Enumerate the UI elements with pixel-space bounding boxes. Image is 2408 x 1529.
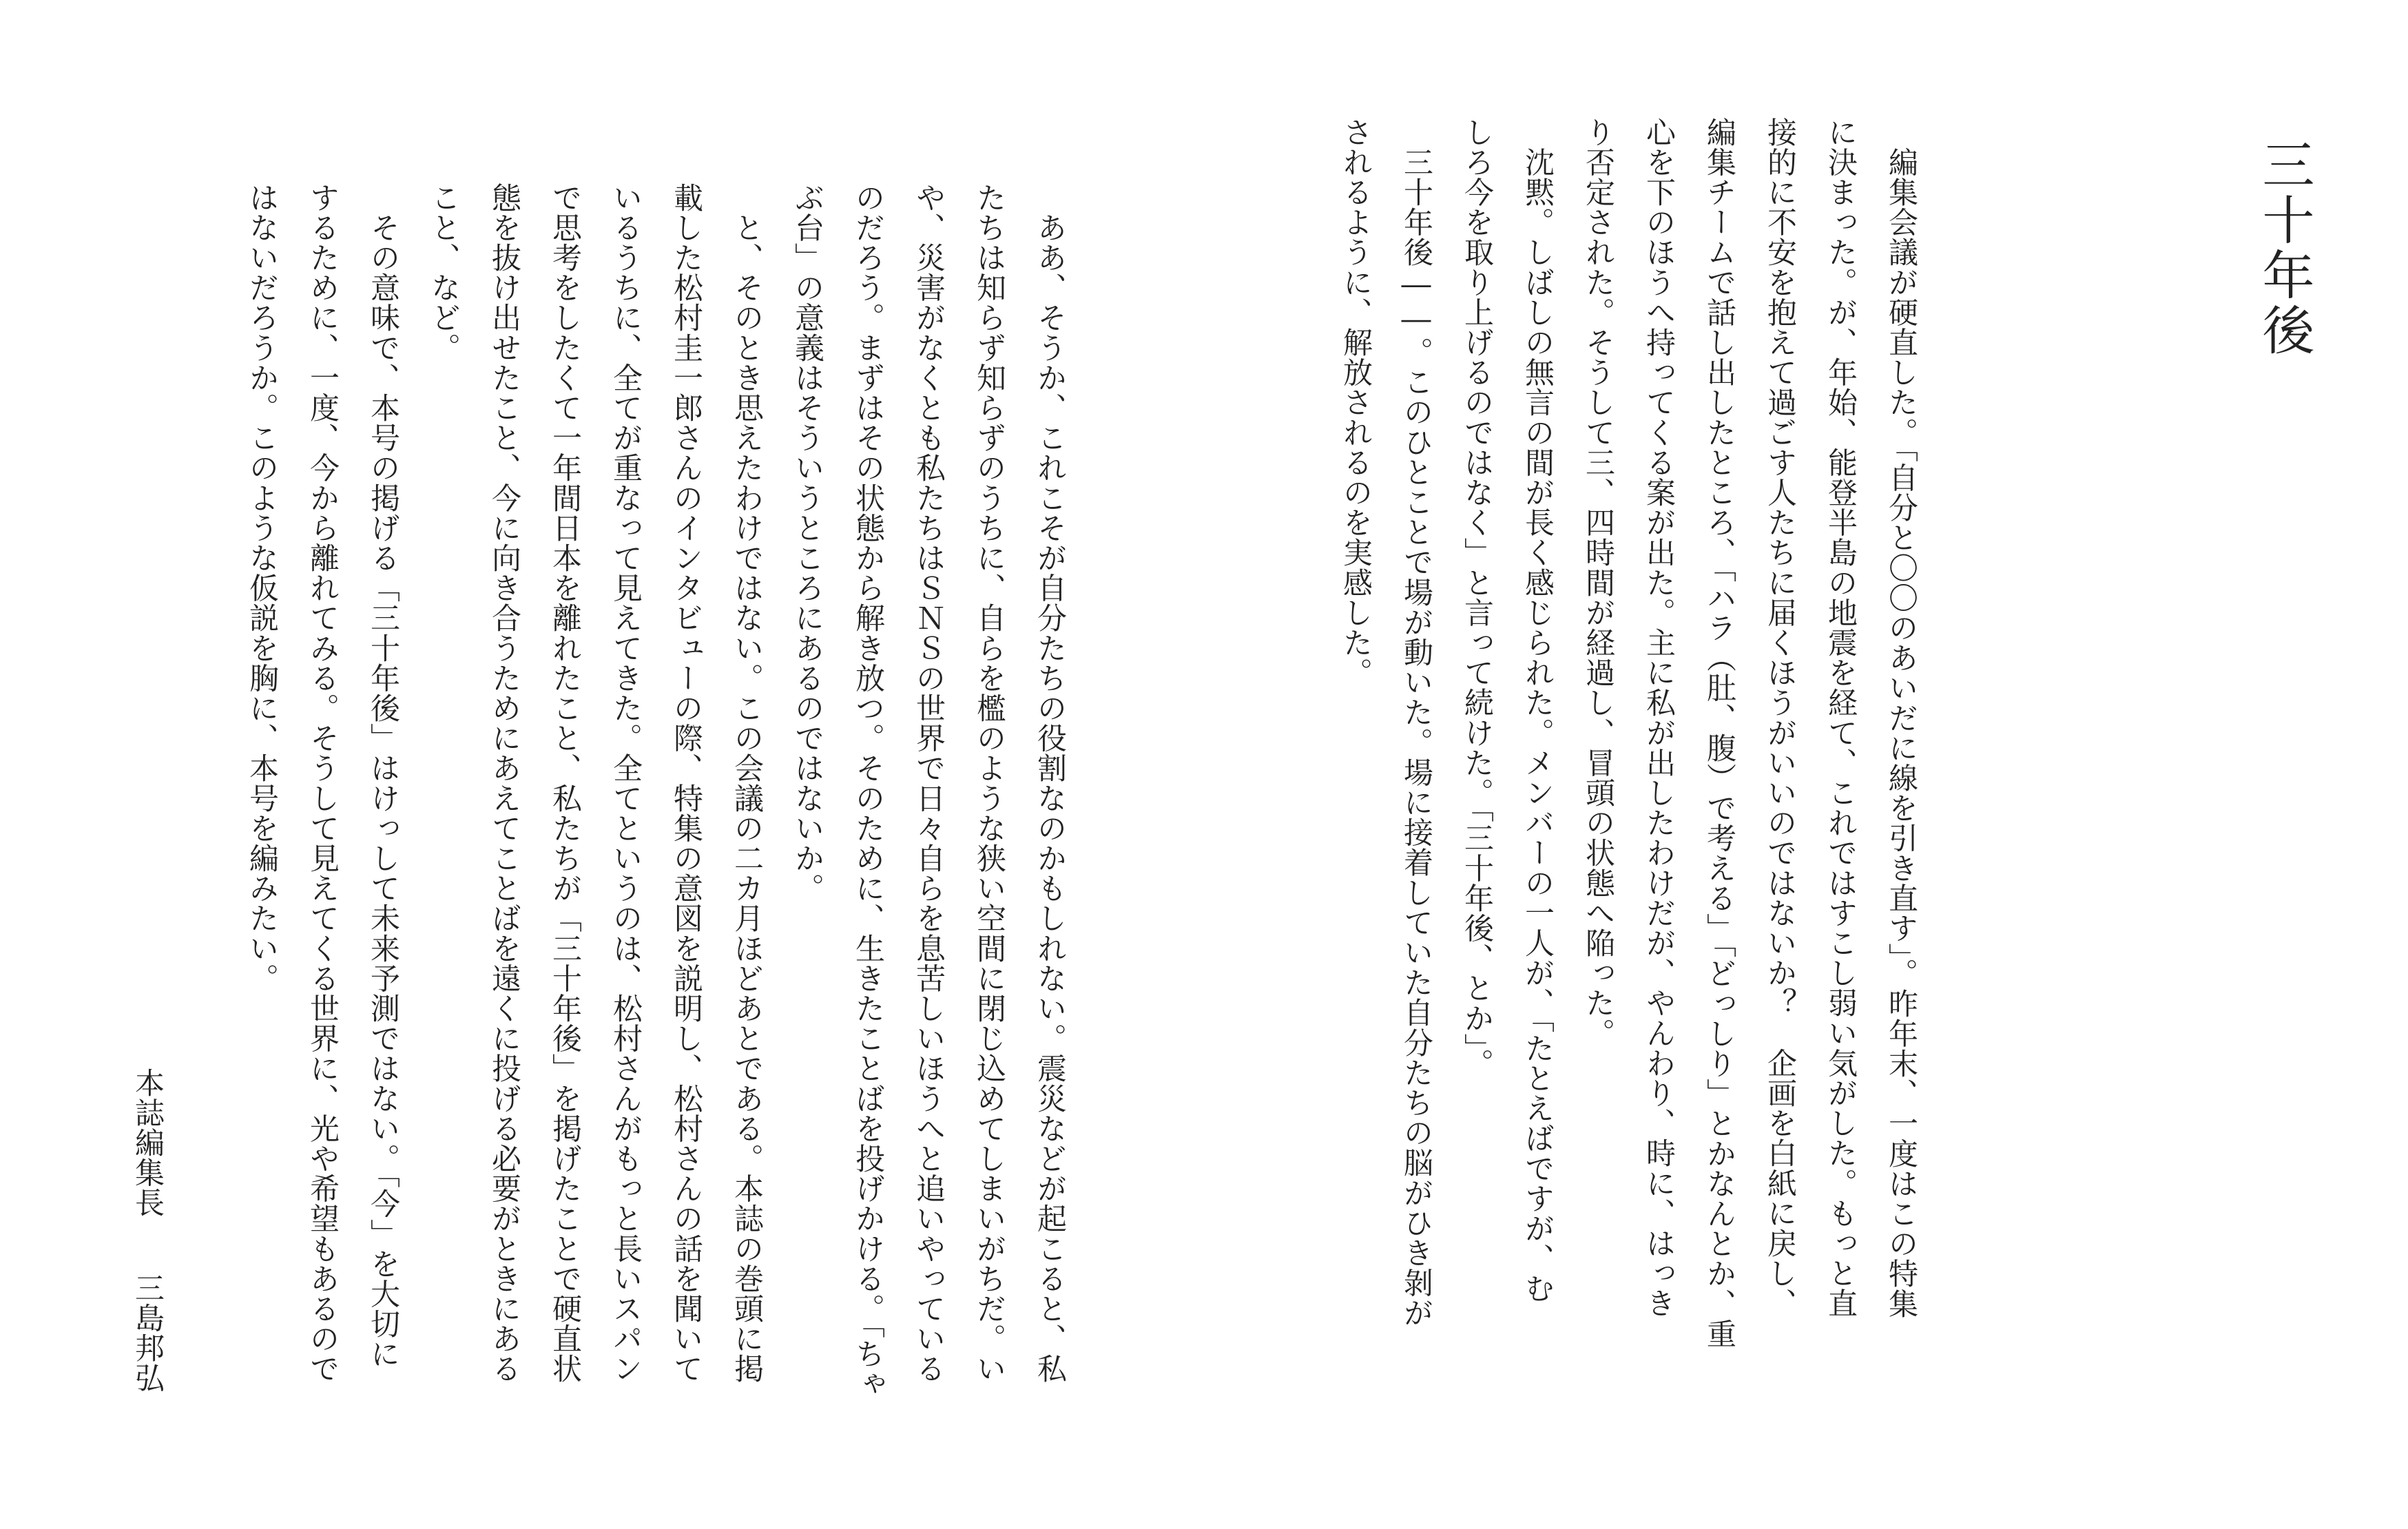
text-line: 接的に不安を抱えて過ごす人たちに届くほうがいいのではないか？ 企画を白紙に戻し、	[1763, 117, 1797, 1318]
text-line: こと、など。	[426, 183, 461, 363]
text-line: 態を抜け出せたこと、今に向き合うためにあえてことばを遠くに投げる必要がときにある	[487, 183, 521, 1384]
text-line: 編集会議が硬直した。「自分と〇〇のあいだに線を引き直す」。昨年末、一度はこの特集	[1884, 117, 1918, 1319]
text-line: 心を下のほうへ持ってくる案が出た。主に私が出したわけだが、やんわり、時に、はっき	[1641, 117, 1676, 1318]
text-line: 載した松村圭一郎さんのインタビューの際、特集の意図を説明し、松村さんの話を聞いて	[669, 183, 703, 1384]
article-section-1	[1325, 117, 1931, 1349]
signature-name: 三島邦弘	[130, 1273, 165, 1393]
text-line: ああ、そうか、これこそが自分たちの役割なのかもしれない。震災などが起こると、私	[1032, 183, 1067, 1384]
text-line: いるうちに、全てが重なって見えてきた。全てというのは、松村さんがもっと長いスパン	[608, 183, 643, 1384]
text-line: や、災害がなくとも私たちはＳＮＳの世界で日々自らを息苦しいほうへと追いやっている	[911, 183, 946, 1384]
text-line: 編集チームで話し出したところ、「ハラ（肚、腹）で考える」「どっしり」とかなんとか、重	[1702, 117, 1736, 1349]
text-line: その意味で、本号の掲げる「三十年後」はけっして未来予測ではない。「今」を大切に	[366, 183, 400, 1369]
text-line: に決まった。が、年始、能登半島の地震を経て、これではすこし弱い気がした。もっと直	[1823, 117, 1858, 1318]
text-line: たちは知らず知らずのうちに、自らを檻のような狭い空間に閉じ込めてしまいがちだ。い	[972, 183, 1006, 1384]
text-line: するために、一度、今から離れてみる。そうして見えてくる世界に、光や希望もあるので	[305, 183, 340, 1384]
text-line: されるように、解放されるのを実感した。	[1338, 117, 1373, 688]
signature-role: 本誌編集長	[130, 1068, 165, 1218]
article-title: 三十年後	[2254, 138, 2315, 358]
text-line: 沈黙。しばしの無言の間が長く感じられた。メンバーの一人が、「たとえばですが、む	[1520, 117, 1555, 1304]
text-line: 三十年後――。このひとことで場が動いた。場に接着していた自分たちの脳がひき剝が	[1399, 117, 1433, 1328]
text-line: で思考をしたくて一年間日本を離れたこと、私たちが「三十年後」を掲げたことで硬直状	[548, 183, 582, 1384]
text-line: り否定された。そうして三、四時間が経過し、冒頭の状態へ陥った。	[1581, 117, 1615, 1048]
text-line: はないだろうか。このような仮説を胸に、本号を編みたい。	[245, 183, 279, 994]
signature	[127, 1068, 168, 1393]
text-line: のだろう。まずはその状態から解き放つ。そのために、生きたことばを投げかける。「ちゃ	[851, 183, 885, 1400]
text-line: と、そのとき思えたわけではない。この会議の二カ月ほどあとである。本誌の巻頭に掲	[729, 183, 764, 1384]
article-section-2	[231, 183, 1080, 1399]
text-line: ぶ台」の意義はそういうところにあるのではないか。	[790, 183, 824, 904]
text-line: しろ今を取り上げるのではなく」と言って続けた。「三十年後、とか」。	[1460, 117, 1494, 1079]
